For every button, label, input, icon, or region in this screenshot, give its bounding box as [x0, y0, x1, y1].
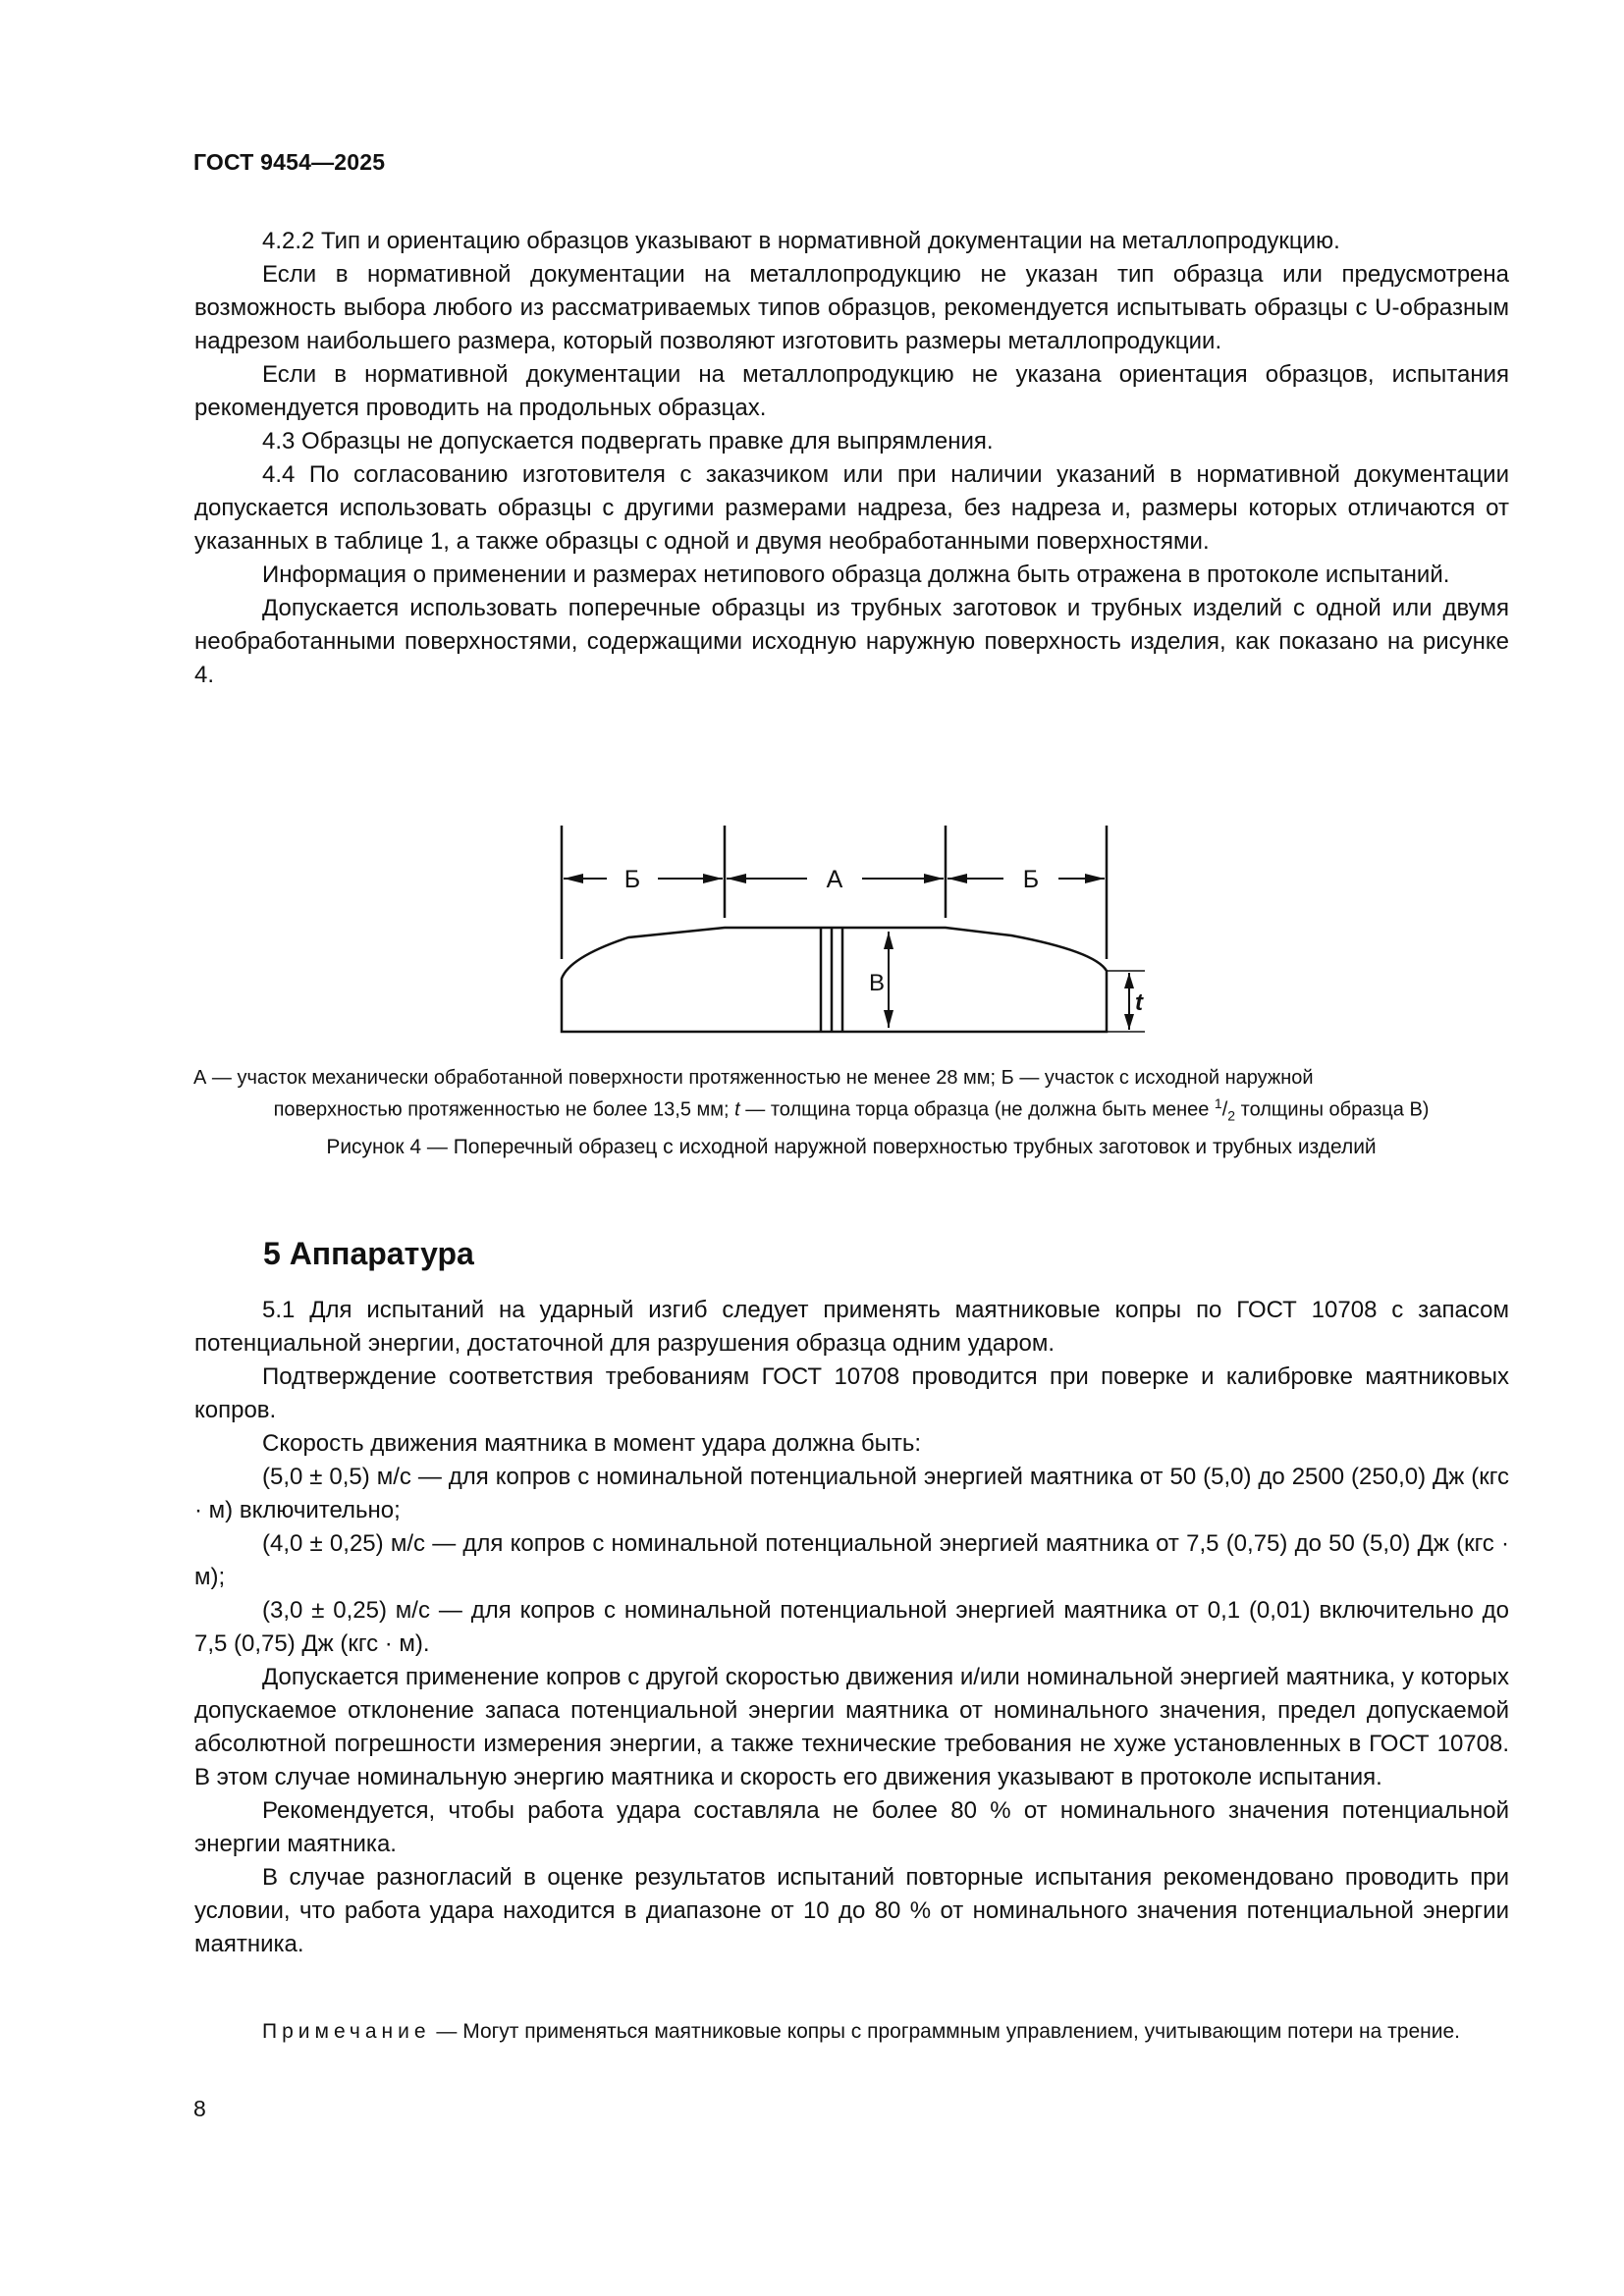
- specimen-figure: [550, 822, 1149, 1043]
- note-label: Примечание: [262, 2020, 431, 2043]
- paragraph: 4.2.2 Тип и ориентацию образцов указывают в нормативной документации на металлопродукцию.: [262, 228, 1340, 254]
- document-header: ГОСТ 9454—2025: [193, 149, 386, 175]
- paragraph: Допускается использовать поперечные образцы из трубных заготовок и трубных изделий с одной или двумя необработанными поверхностями, содержащими исходную наружную поверхность изделия, как показано на рисунке 4.: [194, 595, 1509, 688]
- paragraph: Информация о применении и размерах нетипового образца должна быть отражена в протоколе испытаний.: [262, 561, 1450, 588]
- paragraph: Допускается применение копров с другой скоростью движения и/или номинальной энергией маятника, у которых допускаемое отклонение запаса потенциальной энергии маятника от номинального значения, предел допускаемой абсолютной погрешности измерения энергии, а также технические требования не хуже установленных в ГОСТ 10708. В этом случае номинальную энергию маятника и скорость его движения указывают в протоколе испытания.: [194, 1664, 1509, 1790]
- note-text: — Могут применяться маятниковые копры с программным управлением, учитывающим потери на трение.: [436, 2020, 1460, 2043]
- legend-line-1: А — участок механически обработанной поверхности протяженностью не менее 28 мм; Б — участок с исходной наружной: [193, 1067, 1314, 1089]
- paragraph: (3,0 ± 0,25) м/с — для копров с номинальной потенциальной энергией маятника от 0,1 (0,01) включительно до 7,5 (0,75) Дж (кгс · м).: [194, 1597, 1509, 1657]
- paragraph: 4.4 По согласованию изготовителя с заказчиком или при наличии указаний в нормативной документации допускается использовать образцы с другими размерами надреза, без надреза и, размеры которых отличаются от указанных в таблице 1, а также образцы с одной и двумя необработанными поверхностями.: [194, 461, 1509, 555]
- paragraph: Рекомендуется, чтобы работа удара составляла не более 80 % от номинального значения потенциальной энергии маятника.: [194, 1797, 1509, 1857]
- label-b-left: Б: [623, 866, 641, 893]
- paragraph: (5,0 ± 0,5) м/с — для копров с номинальной потенциальной энергией маятника от 50 (5,0) до 2500 (250,0) Дж (кгс · м) включительно;: [194, 1464, 1509, 1523]
- label-b-right: Б: [1022, 866, 1040, 893]
- legend-line-2: поверхностью протяженностью не более 13,5 мм; t — толщина торца образца (не должна быть менее $^1/_2$ толщины образца В): [273, 1095, 1430, 1124]
- paragraph: Скорость движения маятника в момент удара должна быть:: [262, 1430, 921, 1457]
- label-v: В: [869, 970, 886, 996]
- figure-title: Рисунок 4 — Поперечный образец с исходной наружной поверхностью трубных заготовок и трубных изделий: [326, 1136, 1377, 1158]
- paragraph: Подтверждение соответствия требованиям ГОСТ 10708 проводится при поверке и калибровке маятниковых копров.: [194, 1363, 1509, 1423]
- page-number: 8: [193, 2096, 206, 2121]
- figure-legend: [193, 1065, 1509, 1129]
- paragraph: 4.3 Образцы не допускается подвергать правке для выпрямления.: [262, 428, 994, 454]
- body-section-4: [194, 225, 1509, 692]
- paragraph: (4,0 ± 0,25) м/с — для копров с номинальной потенциальной энергией маятника от 7,5 (0,75) до 50 (5,0) Дж (кгс · м);: [194, 1530, 1509, 1590]
- note: [194, 2017, 1509, 2047]
- section-heading: 5 Аппаратура: [263, 1236, 474, 1271]
- body-section-5: [194, 1294, 1509, 1961]
- paragraph: 5.1 Для испытаний на ударный изгиб следует применять маятниковые копры по ГОСТ 10708 с запасом потенциальной энергии, достаточной для разрушения образца одним ударом.: [194, 1297, 1509, 1357]
- paragraph: В случае разногласий в оценке результатов испытаний повторные испытания рекомендовано проводить при условии, что работа удара находится в диапазоне от 10 до 80 % от номинального значения потенциальной энергии маятника.: [194, 1864, 1509, 1957]
- paragraph: Если в нормативной документации на металлопродукцию не указан тип образца или предусмотрена возможность выбора любого из рассматриваемых типов образцов, рекомендуется испытывать образцы с U-образным надрезом наибольшего размера, который позволяют изготовить размеры металлопродукции.: [194, 261, 1509, 354]
- label-t: t: [1135, 989, 1143, 1016]
- paragraph: Если в нормативной документации на металлопродукцию не указана ориентация образцов, испытания рекомендуется проводить на продольных образцах.: [194, 361, 1509, 421]
- label-a: А: [826, 866, 843, 893]
